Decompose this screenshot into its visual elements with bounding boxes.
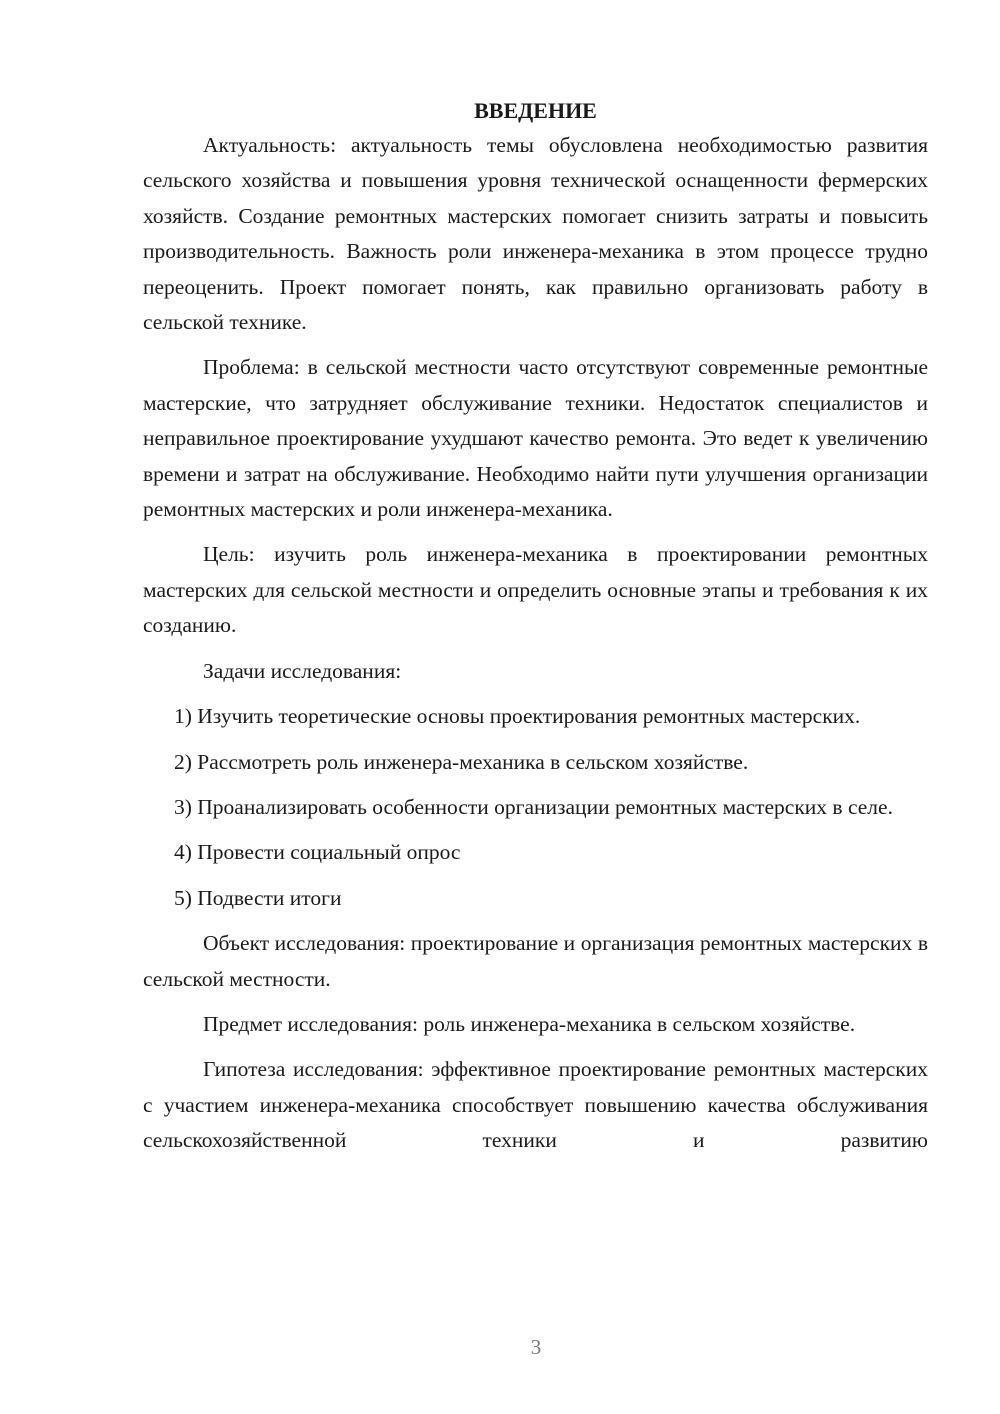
paragraph-goal: Цель: изучить роль инженера-механика в проектировании ремонтных мастерских для сельской местности и определить основные этапы и требования к их созданию.: [143, 542, 928, 638]
page-title: ВВЕДЕНИЕ: [474, 98, 597, 123]
page-number-value: 3: [530, 1335, 542, 1359]
paragraph-object: Объект исследования: проектирование и организация ремонтных мастерских в сельской местности.: [143, 931, 928, 991]
paragraph-relevance: Актуальность: актуальность темы обусловлена необходимостью развития сельского хозяйства и повышения уровня технической оснащенности фермерских хозяйств. Создание ремонтных мастерских помогает снизить затраты и повысить производительность. Важность роли инженера-механика в этом процессе трудно переоценить. Проект помогает понять, как правильно организовать работу в сельской технике.: [143, 133, 928, 335]
task-item-3: 3) Проанализировать особенности организации ремонтных мастерских в селе.: [174, 794, 893, 819]
paragraph-tasks-heading: Задачи исследования:: [203, 658, 402, 683]
page-number: [0, 1334, 1000, 1360]
document-page: [143, 96, 928, 1159]
task-item-5: 5) Подвести итоги: [174, 885, 342, 910]
task-item-4: 4) Провести социальный опрос: [174, 840, 461, 865]
paragraph-subject: Предмет исследования: роль инженера-механика в сельском хозяйстве.: [203, 1011, 856, 1036]
task-item-2: 2) Рассмотреть роль инженера-механика в сельском хозяйстве.: [174, 749, 749, 774]
task-item-1: 1) Изучить теоретические основы проектирования ремонтных мастерских.: [174, 704, 861, 729]
paragraph-hypothesis: Гипотеза исследования: эффективное проектирование ремонтных мастерских с участием инженера-механика способствует повышению качества обслуживания сельскохозяйственной техники и развитию: [143, 1057, 928, 1153]
paragraph-problem: Проблема: в сельской местности часто отсутствуют современные ремонтные мастерские, что затрудняет обслуживание техники. Недостаток специалистов и неправильное проектирование ухудшают качество ремонта. Это ведет к увеличению времени и затрат на обслуживание. Необходимо найти пути улучшения организации ремонтных мастерских и роли инженера-механика.: [143, 355, 928, 522]
